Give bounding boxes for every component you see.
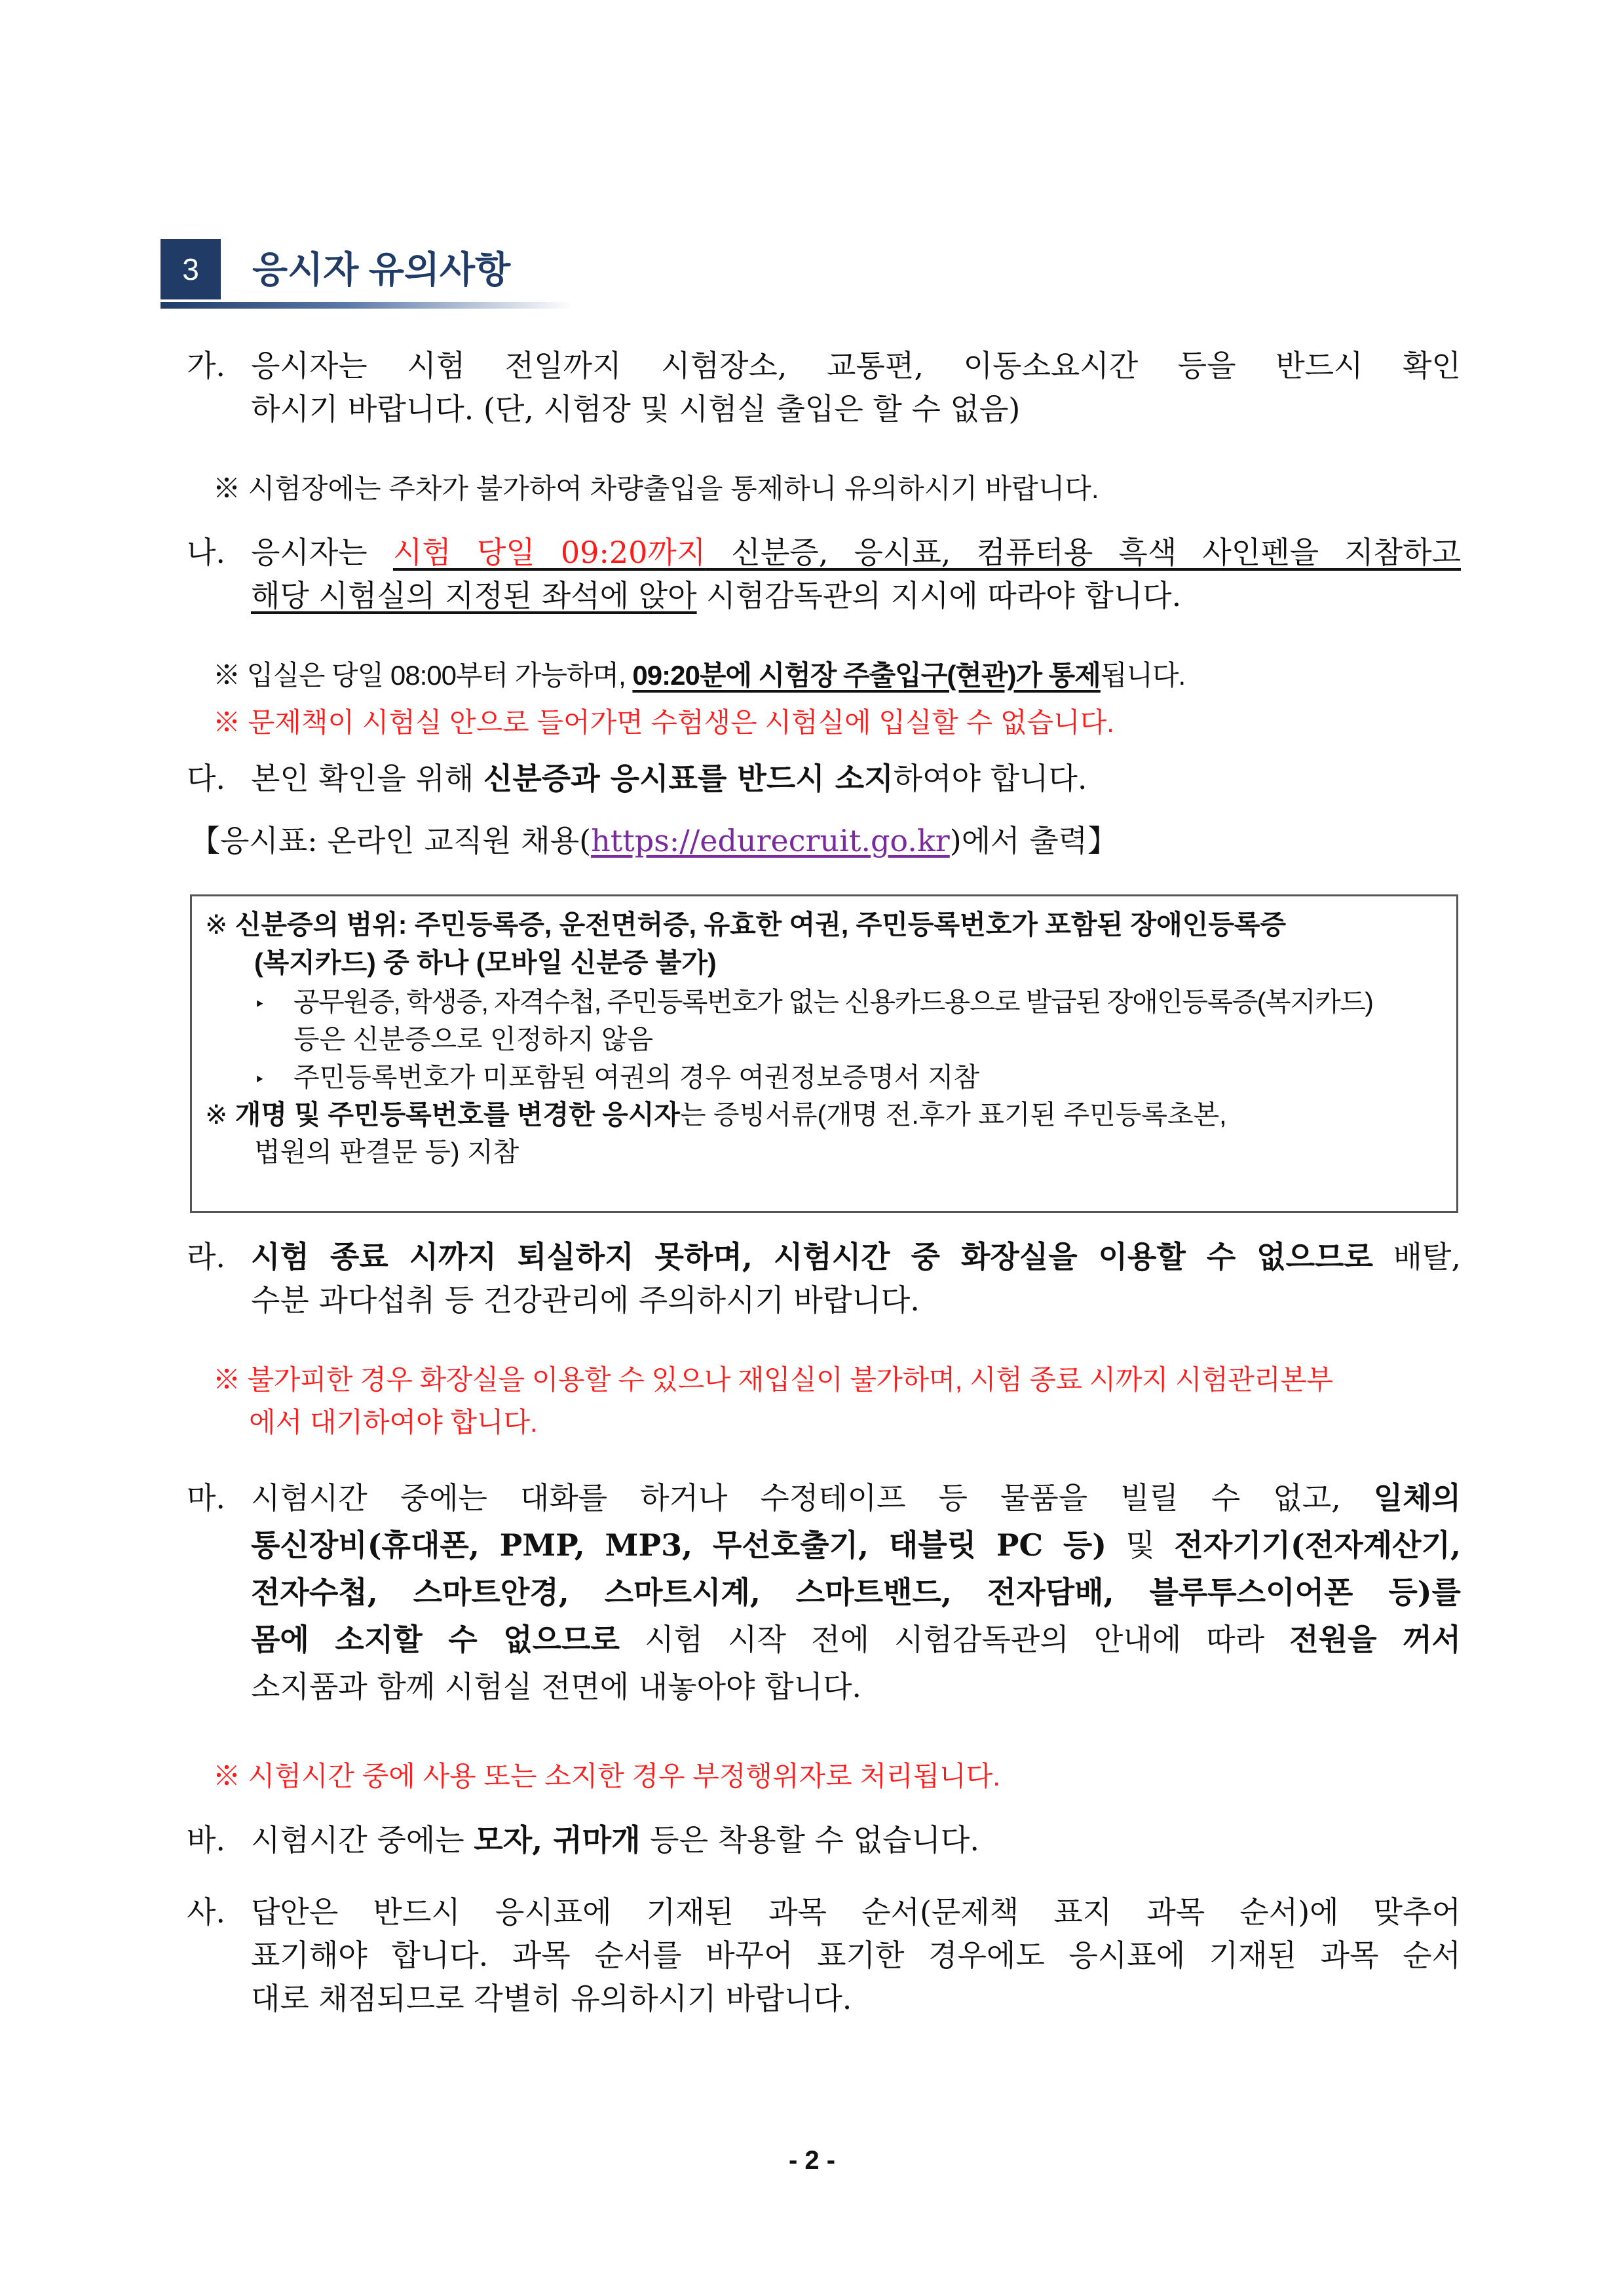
box-line-4: 등은 신분증으로 인정하지 않음 — [293, 1024, 654, 1054]
item-marker: 사. — [187, 1894, 226, 1930]
section-header — [161, 239, 580, 311]
item-na — [187, 531, 1461, 617]
item-ga-line1: 응시자는 시험 전일까지 시험장소, 교통편, 이동소요시간 등을 반드시 확인 — [251, 348, 1461, 383]
item-ga — [187, 344, 1461, 430]
edurecruit-link[interactable]: https://edurecruit.go.kr — [591, 823, 950, 858]
bullet-icon: ‣ — [254, 1069, 265, 1090]
item-ma: 마. 시험시간 중에는 대화를 하거나 수정테이프 등 물품을 빌릴 수 없고, 일체의 통신장비(휴대폰, PMP, MP3, 무선호출기, 태블릿 PC 등) 및 전자기기(전자계산기, 전자수첩, 스마트안경, 스마트시계, 스마트밴드, 전자담배, 블루투스이어폰 등)를 몸에 소지할 수 없으므로 시험 시작 전에 시험감독관의 안내에 따라 전원을 꺼서 소지품과 함께 시험실 전면에 내놓아야 합니다. — [187, 1474, 1461, 1710]
note-no-entry: ※ 문제책이 시험실 안으로 들어가면 수험생은 시험실에 입실할 수 없습니다. — [213, 707, 1114, 738]
page-number: - 2 - — [788, 2146, 836, 2175]
item-marker: 가. — [187, 348, 226, 383]
box-line-6: ※ 개명 및 주민등록번호를 변경한 응시자는 증빙서류(개명 전.후가 표기된 주민등록초본, — [205, 1100, 1227, 1130]
section-title: 응시자 유의사항 — [252, 249, 511, 290]
note-cheating: ※ 시험시간 중에 사용 또는 소지한 경우 부정행위자로 처리됩니다. — [213, 1761, 1000, 1791]
section-underline — [161, 302, 573, 309]
item-marker: 마. — [187, 1480, 226, 1516]
bullet-icon: ‣ — [254, 994, 265, 1014]
ticket-info: 【응시표: 온라인 교직원 채용(https://edurecruit.go.kr)에서 출력】 — [190, 823, 1118, 858]
item-ga-line2: 하시기 바랍니다. (단, 시험장 및 시험실 출입은 할 수 없음) — [251, 391, 1021, 427]
note-restroom-1: ※ 불가피한 경우 화장실을 이용할 수 있으나 재입실이 불가하며, 시험 종료 시까지 시험관리본부 — [213, 1364, 1333, 1395]
note-parking: ※ 시험장에는 주차가 불가하여 차량출입을 통제하니 유의하시기 바랍니다. — [213, 473, 1099, 504]
item-sa: 사. 답안은 반드시 응시표에 기재된 과목 순서(문제책 표지 과목 순서)에 맞추어 표기해야 합니다. 과목 순서를 바꾸어 표기한 경우에도 응시표에 기재된 과목 순서 대로 채점되므로 각별히 유의하시기 바랍니다. — [187, 1890, 1461, 2020]
item-marker: 바. — [187, 1822, 226, 1858]
box-line-1: ※ 신분증의 범위: 주민등록증, 운전면허증, 유효한 여권, 주민등록번호가 포함된 장애인등록증 — [205, 909, 1287, 940]
item-ra: 라. 시험 종료 시까지 퇴실하지 못하며, 시험시간 중 화장실을 이용할 수 없으므로 배탈, 수분 과다섭취 등 건강관리에 주의하시기 바랍니다. — [187, 1235, 1461, 1322]
item-marker: 라. — [187, 1239, 226, 1274]
note-entry-time: ※ 입실은 당일 08:00부터 가능하며, 09:20분에 시험장 주출입구(현관)가 통제됩니다. — [213, 660, 1186, 691]
box-line-3: 공무원증, 학생증, 자격수첩, 주민등록번호가 없는 신용카드용으로 발급된 장애인등록증(복지카드) — [293, 987, 1373, 1017]
item-na-line2: 해당 시험실의 지정된 좌석에 앉아 시험감독관의 지시에 따라야 합니다. — [251, 578, 1182, 613]
entry-deadline: 시험 당일 09:20까지 — [392, 535, 706, 570]
item-na-line1: 응시자는 시험 당일 09:20까지 신분증, 응시표, 컴퓨터용 흑색 사인펜을 지참하고 — [251, 535, 1461, 570]
box-line-2: (복지카드) 중 하나 (모바일 신분증 불가) — [254, 947, 717, 978]
item-ba: 바. 시험시간 중에는 모자, 귀마개 등은 착용할 수 없습니다. — [187, 1818, 1461, 1862]
item-da: 다. 본인 확인을 위해 신분증과 응시표를 반드시 소지하여야 합니다. — [187, 757, 1461, 800]
item-marker: 나. — [187, 535, 226, 570]
section-number: 3 — [161, 239, 221, 299]
box-line-7: 법원의 판결문 등) 지참 — [254, 1137, 519, 1167]
item-marker: 다. — [187, 761, 226, 796]
id-info-box — [190, 894, 1458, 1213]
note-restroom-2: 에서 대기하여야 합니다. — [249, 1407, 538, 1438]
box-line-5: 주민등록번호가 미포함된 여권의 경우 여권정보증명서 지참 — [293, 1062, 980, 1092]
